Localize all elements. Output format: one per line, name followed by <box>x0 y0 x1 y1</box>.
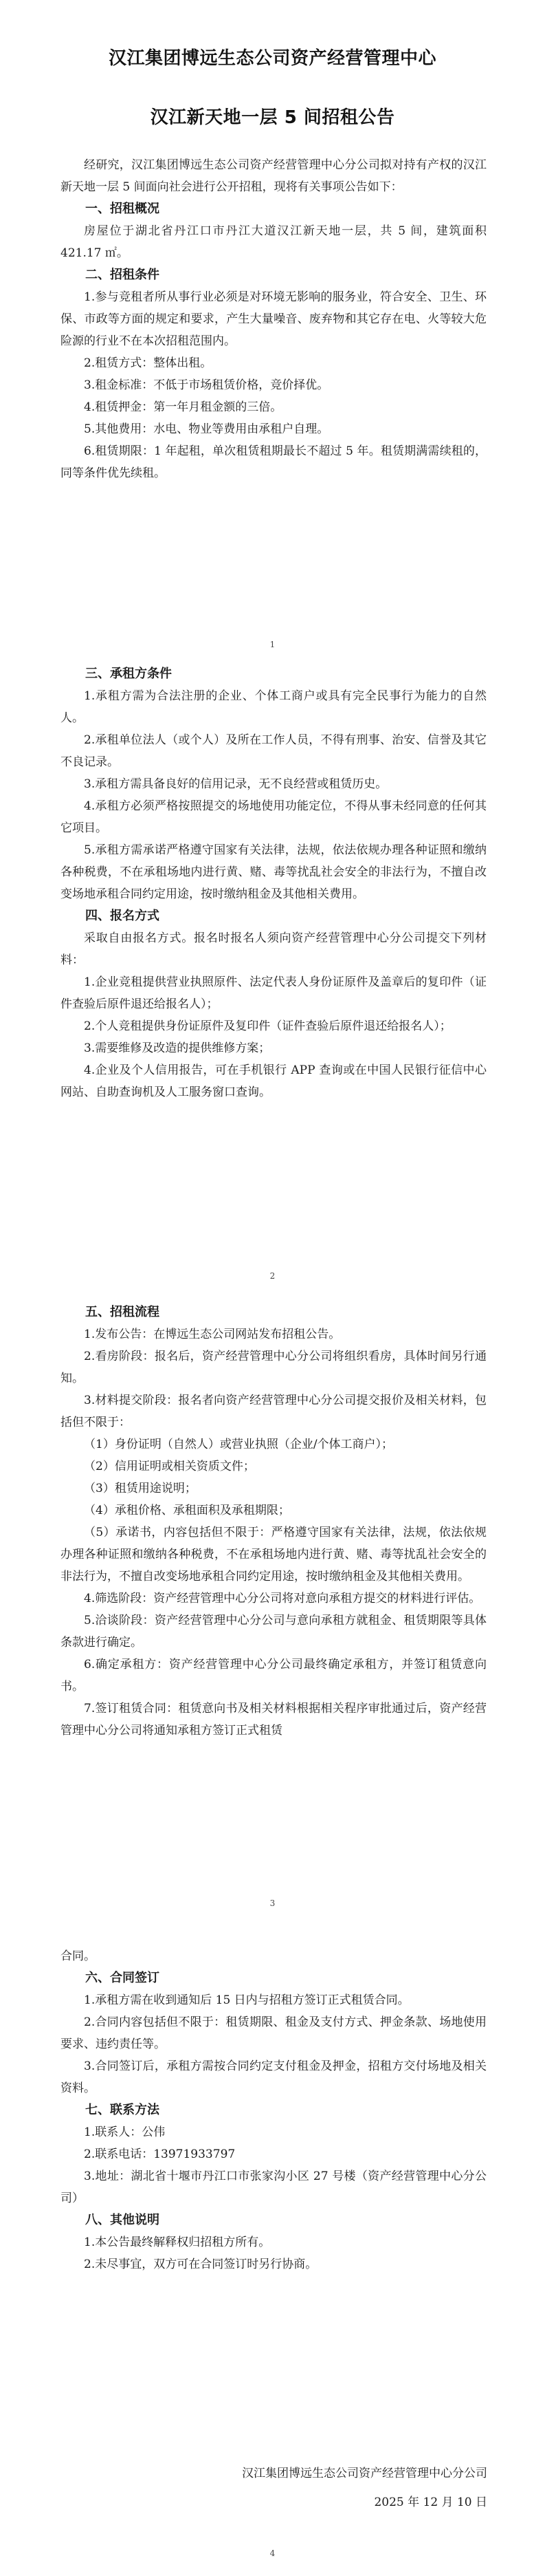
contact-address: 3.地址：湖北省十堰市丹江口市张家沟小区 27 号楼（资产经营管理中心分公司） <box>60 2169 487 2205</box>
condition-item-3: 3.租金标准：不低于市场租赁价格，竞价择优。 <box>84 378 329 392</box>
page-title: 汉江集团博远生态公司资产经营管理中心 <box>108 48 436 69</box>
condition-item-5: 5.其他费用：水电、物业等费用由承租户自理。 <box>84 422 329 436</box>
section-heading-registration: 四、报名方式 <box>85 909 159 923</box>
signature-date: 2025 年 12 月 10 日 <box>374 2496 487 2509</box>
tenant-item-1: 1.承租方需为合法注册的企业、个体工商户或具有完全民事行为能力的自然人。 <box>60 689 487 725</box>
process-item-7-continued: 合同。 <box>60 1949 96 1963</box>
process-item-2: 2.看房阶段：报名后，资产经营管理中心分公司将组织看房，具体时间另行通知。 <box>60 1350 487 1385</box>
section-heading-overview: 一、招租概况 <box>85 202 159 216</box>
process-item-6: 6.确定承租方：资产经营管理中心分公司最终确定承租方，并签订租赁意向书。 <box>60 1658 487 1693</box>
process-subitem-3: （3）租赁用途说明； <box>84 1482 197 1495</box>
contact-phone: 2.联系电话：13971933797 <box>84 2147 236 2161</box>
registration-item-4: 4.企业及个人信用报告，可在手机银行 APP 查询或在中国人民银行征信中心网站、自助查询机及人工服务窗口查询。 <box>60 1063 487 1099</box>
page-number-2: 2 <box>269 1271 276 1281</box>
section-heading-other: 八、其他说明 <box>85 2213 159 2227</box>
registration-item-3: 3.需要维修及改造的提供维修方案； <box>84 1041 271 1055</box>
page-number-1: 1 <box>269 640 276 649</box>
process-subitem-2: （2）信用证明或相关资质文件； <box>84 1460 255 1473</box>
condition-item-1: 1.参与竞租者所从事行业必须是对环境无影响的服务业，符合安全、卫生、环保、市政等方面的规定和要求，产生大量噪音、废弃物和其它存在电、火等较大危险源的行业不在本次招租范围内。 <box>60 290 487 348</box>
page-number-3: 3 <box>269 1898 276 1908</box>
intro-paragraph: 经研究，汉江集团博远生态公司资产经营管理中心分公司拟对持有产权的汉江新天地一层 5 间面向社会进行公开招租，现将有关事项公告如下： <box>60 158 487 194</box>
tenant-item-3: 3.承租方需具备良好的信用记录，无不良经营或租赁历史。 <box>84 777 388 791</box>
page3-body <box>60 1301 487 1742</box>
page-number-4: 4 <box>269 2548 276 2558</box>
process-subitem-5: （5）承诺书，内容包括但不限于：严格遵守国家有关法律，法规，依法依规办理各种证照和缴纳各种税费，不在承租场地内进行黄、赌、毒等扰乱社会安全的非法行为，不擅自改变场地承租合同约定用途，按时缴纳租金及其他相关费用。 <box>60 1526 487 1583</box>
condition-item-6: 6.租赁期限：1 年起租，单次租赁租期最长不超过 5 年。租赁期满需续租的，同等条件优先续租。 <box>60 444 487 480</box>
section-heading-contract: 六、合同签订 <box>85 1971 159 1985</box>
page1-body <box>60 154 487 484</box>
other-item-2: 2.未尽事宜，双方可在合同签订时另行协商。 <box>84 2258 318 2271</box>
contact-person: 1.联系人：公伟 <box>84 2125 166 2139</box>
condition-item-2: 2.租赁方式：整体出租。 <box>84 356 212 370</box>
contract-item-1: 1.承租方需在收到通知后 15 日内与招租方签订正式租赁合同。 <box>84 1993 410 2007</box>
registration-item-2: 2.个人竞租提供身份证原件及复印件（证件查验后原件退还给报名人）； <box>84 1019 452 1033</box>
process-item-4: 4.筛选阶段：资产经营管理中心分公司将对意向承租方提交的材料进行评估。 <box>84 1592 481 1605</box>
process-subitem-1: （1）身份证明（自然人）或营业执照（企业/个体工商户）； <box>84 1438 394 1451</box>
section-heading-process: 五、招租流程 <box>85 1305 159 1319</box>
tenant-item-5: 5.承租方需承诺严格遵守国家有关法律，法规，依法依规办理各种证照和缴纳各种税费，不在承租场地内进行黄、赌、毒等扰乱社会安全的非法行为，不擅自改变场地承租合同约定用途，按时缴纳租金及其他相关费用。 <box>60 843 487 901</box>
overview-paragraph: 房屋位于湖北省丹江口市丹江大道汉江新天地一层，共 5 间，建筑面积 421.17 ㎡。 <box>60 224 487 260</box>
page-subtitle: 汉江新天地一层 5 间招租公告 <box>150 107 395 128</box>
process-item-3: 3.材料提交阶段：报名者向资产经营管理中心分公司提交报价及相关材料，包括但不限于： <box>60 1394 487 1429</box>
process-item-7: 7.签订租赁合同：租赁意向书及相关材料根据相关程序审批通过后，资产经营管理中心分公司将通知承租方签订正式租赁 <box>60 1702 487 1738</box>
section-heading-contact: 七、联系方法 <box>85 2103 159 2117</box>
process-item-1: 1.发布公告：在博远生态公司网站发布招租公告。 <box>84 1328 341 1341</box>
registration-item-1: 1.企业竞租提供营业执照原件、法定代表人身份证原件及盖章后的复印件（证件查验后原件退还给报名人）； <box>60 975 487 1011</box>
process-subitem-4: （4）承租价格、承租面积及承租期限； <box>84 1504 290 1517</box>
section-heading-conditions: 二、招租条件 <box>85 268 159 282</box>
tenant-item-2: 2.承租单位法人（或个人）及所在工作人员，不得有刑事、治安、信誉及其它不良记录。 <box>60 733 487 769</box>
contract-item-3: 3.合同签订后，承租方需按合同约定支付租金及押金，招租方交付场地及相关资料。 <box>60 2059 487 2095</box>
signature-org: 汉江集团博远生态公司资产经营管理中心分公司 <box>242 2467 487 2480</box>
other-item-1: 1.本公告最终解释权归招租方所有。 <box>84 2236 271 2249</box>
section-heading-tenant: 三、承租方条件 <box>85 667 172 681</box>
contract-item-2: 2.合同内容包括但不限于：租赁期限、租金及支付方式、押金条款、场地使用要求、违约责任等。 <box>60 2015 487 2051</box>
tenant-item-4: 4.承租方必须严格按照提交的场地使用功能定位，不得从事未经同意的任何其它项目。 <box>60 799 487 835</box>
registration-intro: 采取自由报名方式。报名时报名人须向资产经营管理中心分公司提交下列材料： <box>60 931 487 967</box>
page2-body <box>60 663 487 1103</box>
process-item-5: 5.洽谈阶段：资产经营管理中心分公司与意向承租方就租金、租赁期限等具体条款进行确定。 <box>60 1614 487 1649</box>
page4-body <box>60 1945 487 2275</box>
condition-item-4: 4.租赁押金：第一年月租金额的三倍。 <box>84 400 282 414</box>
